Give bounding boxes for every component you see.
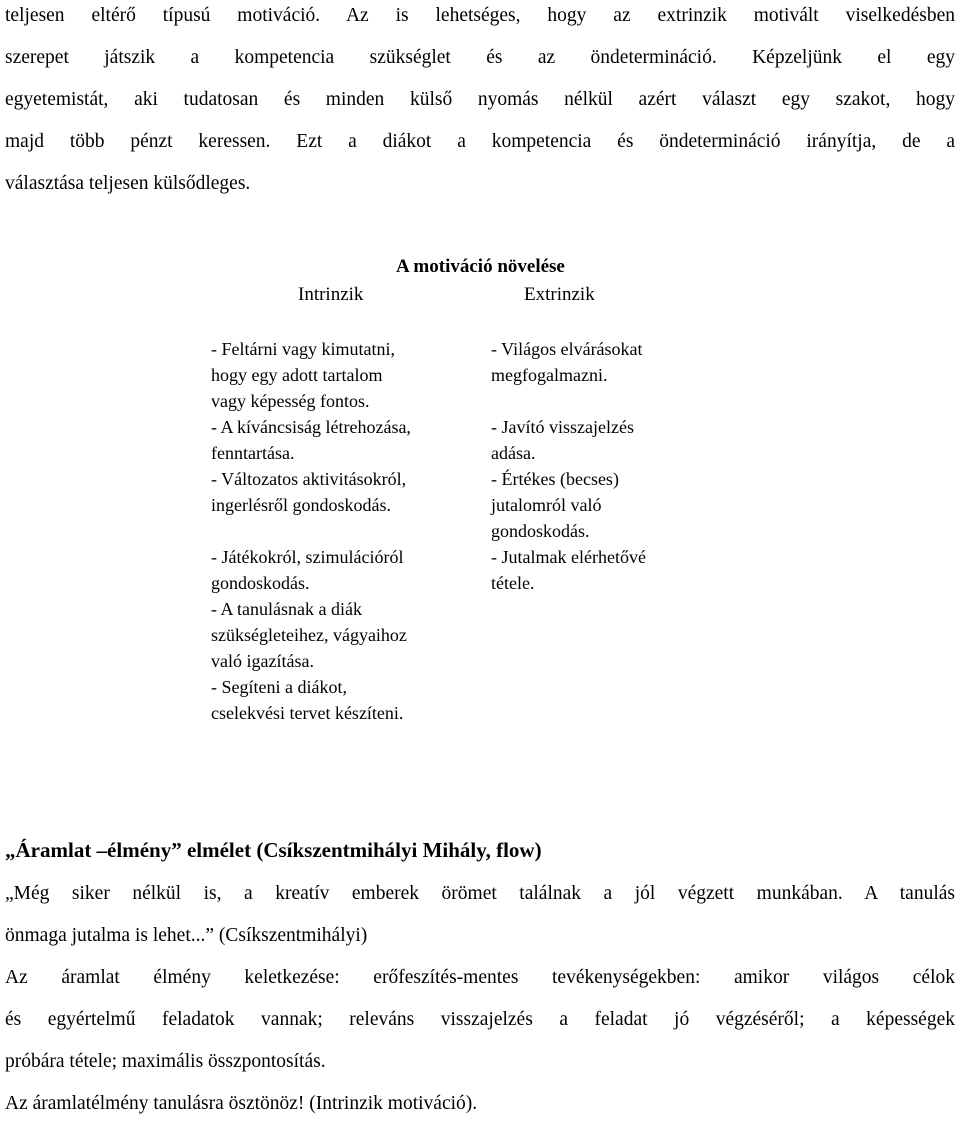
- extrinsic-line: tétele.: [491, 573, 535, 593]
- intro-line: teljesen eltérő típusú motiváció. Az is lehetséges, hogy az extrinzik motivált viselkedésben: [5, 5, 955, 26]
- intrinsic-line: való igazítása.: [211, 651, 314, 671]
- intrinsic-line: cselekvési tervet készíteni.: [211, 703, 404, 723]
- flow-paragraph: [5, 873, 955, 1125]
- extrinsic-line: - Jutalmak elérhetővé: [491, 547, 646, 567]
- intrinsic-line: - Változatos aktivitásokról,: [211, 469, 407, 489]
- intro-line: majd több pénzt keressen. Ezt a diákot a kompetencia és öndetermináció irányítja, de a: [5, 131, 955, 152]
- intrinsic-line: szükségleteihez, vágyaihoz: [211, 625, 407, 645]
- intro-line: választása teljesen külsődleges.: [5, 173, 251, 194]
- extrinsic-header: Extrinzik: [524, 284, 595, 305]
- intrinsic-line: - Segíteni a diákot,: [211, 677, 347, 697]
- intrinsic-line: hogy egy adott tartalom: [211, 365, 383, 385]
- extrinsic-line-gap: [491, 388, 721, 414]
- intrinsic-list: [211, 336, 481, 726]
- extrinsic-line: adása.: [491, 443, 536, 463]
- flow-line: önmaga jutalma is lehet...” (Csíkszentmihályi): [5, 925, 368, 946]
- extrinsic-line: - Világos elvárásokat: [491, 339, 643, 359]
- intrinsic-line: - A kíváncsiság létrehozása,: [211, 417, 411, 437]
- intrinsic-line-gap: [211, 518, 481, 544]
- intrinsic-line: - Játékokról, szimulációról: [211, 547, 404, 567]
- extrinsic-line: megfogalmazni.: [491, 365, 608, 385]
- intrinsic-header: Intrinzik: [298, 284, 364, 305]
- extrinsic-line: jutalomról való: [491, 495, 602, 515]
- intrinsic-line: fenntartása.: [211, 443, 295, 463]
- flow-line: Az áramlat élmény keletkezése: erőfeszítés-mentes tevékenységekben: amikor világos célok: [5, 967, 955, 988]
- intrinsic-line: gondoskodás.: [211, 573, 310, 593]
- intro-line: egyetemistát, aki tudatosan és minden külső nyomás nélkül azért választ egy szakot, hogy: [5, 89, 955, 110]
- intrinsic-line: - Feltárni vagy kimutatni,: [211, 339, 395, 359]
- extrinsic-line: - Javító visszajelzés: [491, 417, 634, 437]
- intrinsic-line: ingerlésről gondoskodás.: [211, 495, 391, 515]
- flow-line: és egyértelmű feladatok vannak; releváns visszajelzés a feladat jó végzéséről; a képességek: [5, 1009, 955, 1030]
- extrinsic-line: gondoskodás.: [491, 521, 590, 541]
- intro-paragraph: [5, 0, 955, 205]
- extrinsic-line: - Értékes (becses): [491, 469, 619, 489]
- intrinsic-line: vagy képesség fontos.: [211, 391, 370, 411]
- flow-line: Az áramlatélmény tanulásra ösztönöz! (Intrinzik motiváció).: [5, 1093, 478, 1114]
- flow-line: „Még siker nélkül is, a kreatív emberek örömet találnak a jól végzett munkában. A tanulás: [5, 883, 955, 904]
- flow-section-title: „Áramlat –élmény” elmélet (Csíkszentmihályi Mihály, flow): [5, 838, 542, 862]
- motivation-box-title: A motiváció növelése: [396, 256, 565, 277]
- intro-line: szerepet játszik a kompetencia szükséglet és az öndetermináció. Képzeljünk el egy: [5, 47, 955, 68]
- flow-line: próbára tétele; maximális összpontosítás.: [5, 1051, 326, 1072]
- intrinsic-line: - A tanulásnak a diák: [211, 599, 362, 619]
- extrinsic-list: [491, 336, 721, 596]
